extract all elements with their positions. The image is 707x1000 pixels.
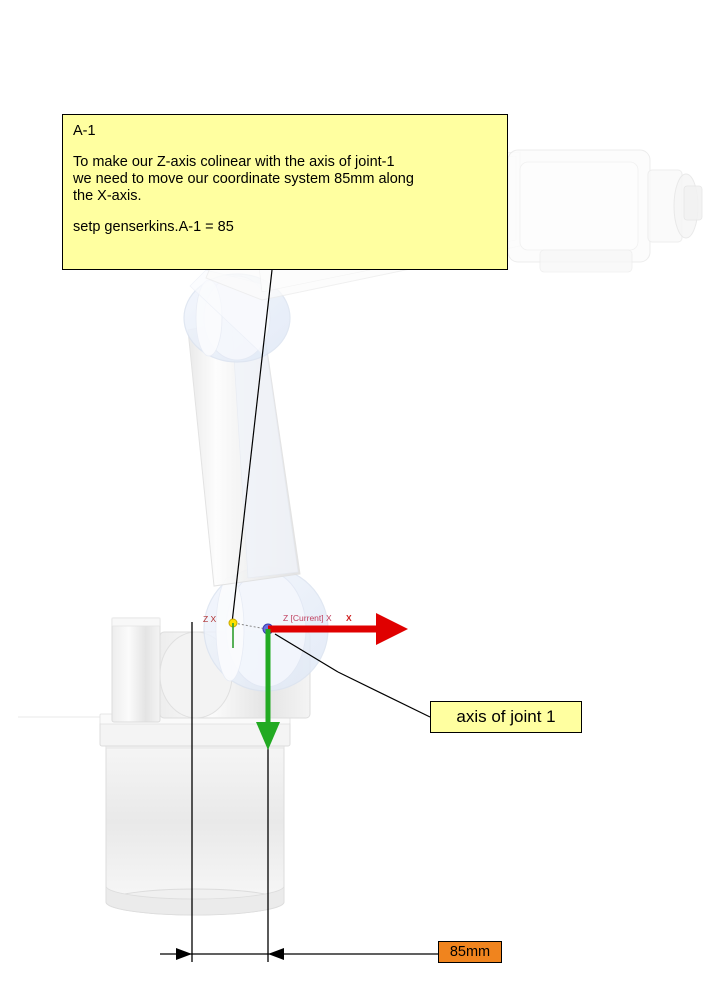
frame-label-original: Z X: [203, 614, 217, 624]
callout-a1-line-1: To make our Z-axis colinear with the axis of joint-1: [73, 154, 395, 170]
frame-label-current: Z [Current] X: [283, 613, 332, 623]
callout-a1: [62, 114, 508, 270]
dimension-label-85mm: 85mm: [438, 941, 502, 963]
frame-label-x-axis: X: [346, 613, 352, 623]
callout-a1-spacer-2: [73, 205, 497, 219]
callout-a1-spacer-1: [73, 140, 497, 154]
callout-a1-title: A-1: [73, 123, 96, 139]
callout-a1-line-2: we need to move our coordinate system 85mm along: [73, 171, 414, 187]
callout-a1-command: setp genserkins.A-1 = 85: [73, 219, 234, 235]
callout-a1-line-3: the X-axis.: [73, 188, 142, 204]
callout-axis-of-joint-1: axis of joint 1: [430, 701, 582, 733]
